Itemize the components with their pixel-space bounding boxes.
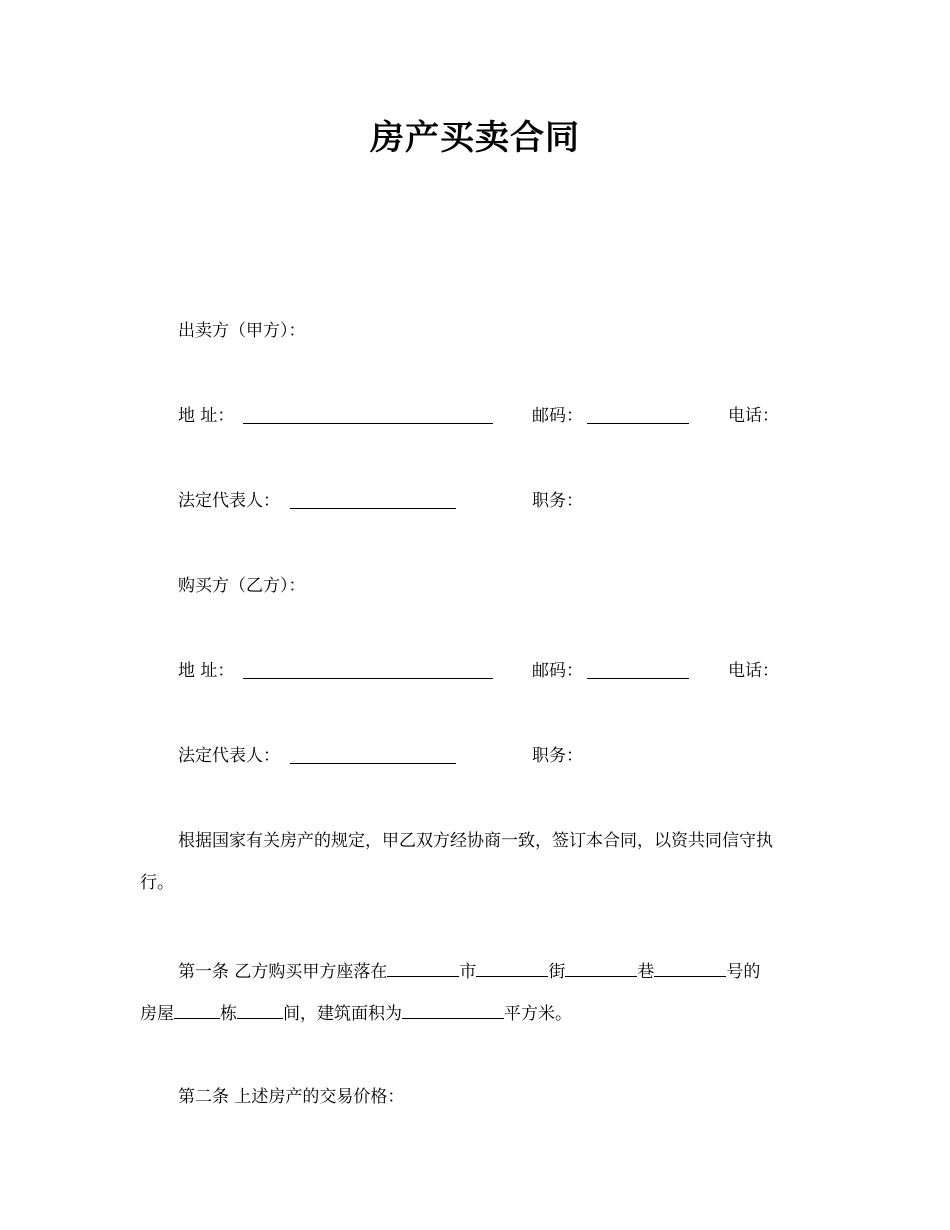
seller-position-label: 职务： xyxy=(532,491,583,511)
buyer-position-label: 职务： xyxy=(532,746,583,766)
article-1-number-of: 号的 xyxy=(726,962,761,982)
buyer-address-blank xyxy=(243,660,493,679)
article-1-line-1 xyxy=(178,958,760,983)
preamble-line-2: 行。 xyxy=(140,873,174,893)
seller-legal-rep-blank xyxy=(290,490,456,509)
seller-address-blank xyxy=(243,405,493,424)
seller-legal-rep-label: 法定代表人： xyxy=(178,491,280,511)
article-1-room: 间，建筑面积为 xyxy=(283,1004,402,1024)
document-title: 房产买卖合同 xyxy=(370,118,580,158)
street-blank xyxy=(476,958,548,977)
buyer-address-label: 地 址： xyxy=(178,661,235,681)
buyer-phone-label: 电话： xyxy=(728,661,779,681)
room-blank xyxy=(237,1000,283,1019)
article-1-line-2 xyxy=(140,1000,572,1025)
city-blank xyxy=(387,958,459,977)
preamble-line-1: 根据国家有关房产的规定，甲乙双方经协商一致，签订本合同，以资共同信守执 xyxy=(178,831,773,851)
buyer-heading: 购买方（乙方）： xyxy=(178,576,306,596)
seller-postcode-blank xyxy=(587,405,689,424)
lane-blank xyxy=(565,958,637,977)
article-1-street: 街 xyxy=(548,962,566,982)
article-2-line: 第二条 上述房产的交易价格： xyxy=(178,1087,405,1107)
article-1-house: 房屋 xyxy=(140,1004,174,1024)
article-1-building: 栋 xyxy=(220,1004,237,1024)
seller-postcode-label: 邮码： xyxy=(532,406,583,426)
building-blank xyxy=(174,1000,220,1019)
article-1-city: 市 xyxy=(459,962,477,982)
number-blank xyxy=(654,958,726,977)
seller-phone-label: 电话： xyxy=(728,406,779,426)
buyer-legal-rep-label: 法定代表人： xyxy=(178,746,280,766)
article-1-sqm: 平方米。 xyxy=(504,1004,572,1024)
buyer-legal-rep-blank xyxy=(290,745,456,764)
buyer-postcode-blank xyxy=(587,660,689,679)
area-blank xyxy=(402,1000,504,1019)
article-1-lane: 巷 xyxy=(637,962,655,982)
seller-heading: 出卖方（甲方）： xyxy=(178,321,306,341)
buyer-postcode-label: 邮码： xyxy=(532,661,583,681)
seller-address-label: 地 址： xyxy=(178,406,235,426)
article-1-prefix: 第一条 乙方购买甲方座落在 xyxy=(178,962,388,982)
